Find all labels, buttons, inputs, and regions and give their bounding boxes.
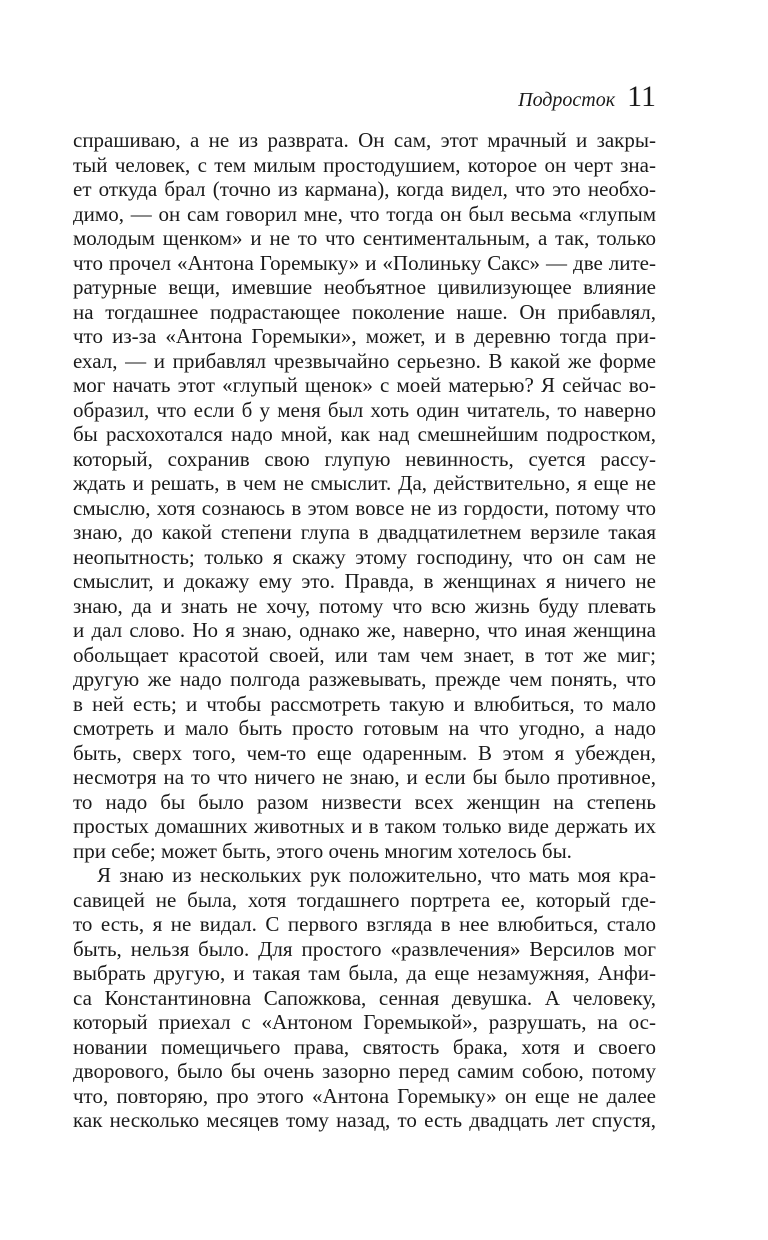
page-number: 11 xyxy=(627,80,656,113)
text-line: который, сохранив свою глупую невинность, суется рассу- xyxy=(73,446,656,471)
text-line: быть, сверх того, чем-то еще одаренным. В этом я убежден, xyxy=(73,740,656,765)
text-line: что из-за «Антона Горемыки», может, и в деревню тогда при- xyxy=(73,324,656,348)
text-line: мог начать этот «глупый щенок» с моей матерью? Я сейчас во- xyxy=(73,373,656,397)
text-line: ет откуда брал (точно из кармана), когда видел, что это необхо- xyxy=(73,177,656,201)
body-text xyxy=(73,128,656,1133)
text-line: то есть, я не видал. С первого взгляда в нее влюбиться, стало xyxy=(73,912,656,936)
text-line: дворового, было бы очень зазорно перед самим собою, потому xyxy=(73,1059,656,1083)
text-line: спрашиваю, а не из разврата. Он сам, этот мрачный и закры- xyxy=(73,128,656,152)
text-line: другую же надо полгода разжевывать, прежде чем понять, что xyxy=(73,667,656,691)
text-line: смотреть и мало быть просто готовым на что угодно, а надо xyxy=(73,716,656,740)
text-line: новании помещичьего права, святость брака, хотя и своего xyxy=(73,1034,656,1059)
paragraph-end-line: при себе; может быть, этого очень многим хотелось бы. xyxy=(73,838,572,863)
text-line: несмотря на то что ничего не знаю, и если бы было противное, xyxy=(73,765,656,789)
text-line: обольщает красотой своей, или там чем знает, в тот же миг; xyxy=(73,642,656,667)
text-line: смыслю, хотя сознаюсь в этом вовсе не из гордости, потому что xyxy=(73,495,656,520)
text-line: бы расхохотался надо мной, как над смешнейшим подростком, xyxy=(73,422,656,446)
text-line: и дал слово. Но я знаю, однако же, наверно, что иная женщина xyxy=(73,618,656,642)
text-line: то надо бы было разом низвести всех женщин на степень xyxy=(73,789,656,814)
text-line: как несколько месяцев тому назад, то есть двадцать лет спустя, xyxy=(73,1108,656,1132)
text-line: тый человек, с тем милым простодушием, которое он черт зна- xyxy=(73,152,656,177)
text-line: знаю, да и знать не хочу, потому что всю жизнь буду плевать xyxy=(73,593,656,618)
text-line: молодым щенком» и не то что сентиментальным, а так, только xyxy=(73,226,656,250)
text-line: образил, что если б у меня был хоть один читатель, то наверно xyxy=(73,397,656,422)
text-line: ехал, — и прибавлял чрезвычайно серьезно. В какой же форме xyxy=(73,348,656,373)
text-line: смыслит, и докажу ему это. Правда, в женщинах я ничего не xyxy=(73,569,656,593)
paragraph-start-line: Я знаю из нескольких рук положительно, что мать моя кра- xyxy=(97,863,656,887)
text-line: ждать и решать, в чем не смыслит. Да, действительно, я еще не xyxy=(73,471,656,495)
text-line: неопытность; только я скажу этому господину, что он сам не xyxy=(73,544,656,569)
text-line: ратурные вещи, имевшие необъятное цивилизующее влияние xyxy=(73,275,656,299)
text-line: быть, нельзя было. Для простого «развлечения» Версилов мог xyxy=(73,936,656,961)
text-line: в ней есть; и чтобы рассмотреть такую и влюбиться, то мало xyxy=(73,691,656,716)
text-line: простых домашних животных и в таком только виде держать их xyxy=(73,814,656,838)
text-line: знаю, до какой степени глупа в двадцатилетнем верзиле такая xyxy=(73,520,656,544)
running-head xyxy=(518,80,656,114)
text-line: димо, — он сам говорил мне, что тогда он был весьма «глупым xyxy=(73,201,656,226)
text-line: который приехал с «Антоном Горемыкой», разрушать, на ос- xyxy=(73,1010,656,1034)
text-line: что, повторяю, про этого «Антона Горемыку» он еще не далее xyxy=(73,1083,656,1108)
text-line: на тогдашнее подрастающее поколение наше. Он прибавлял, xyxy=(73,299,656,324)
text-line: савицей не была, хотя тогдашнего портрета ее, который где- xyxy=(73,887,656,912)
running-title: Подросток xyxy=(518,89,616,111)
text-line: са Константиновна Сапожкова, сенная девушка. А человеку, xyxy=(73,985,656,1010)
text-line: выбрать другую, и такая там была, да еще незамужняя, Анфи- xyxy=(73,961,656,985)
text-line: что прочел «Антона Горемыку» и «Полиньку Сакс» — две лите- xyxy=(73,250,656,275)
